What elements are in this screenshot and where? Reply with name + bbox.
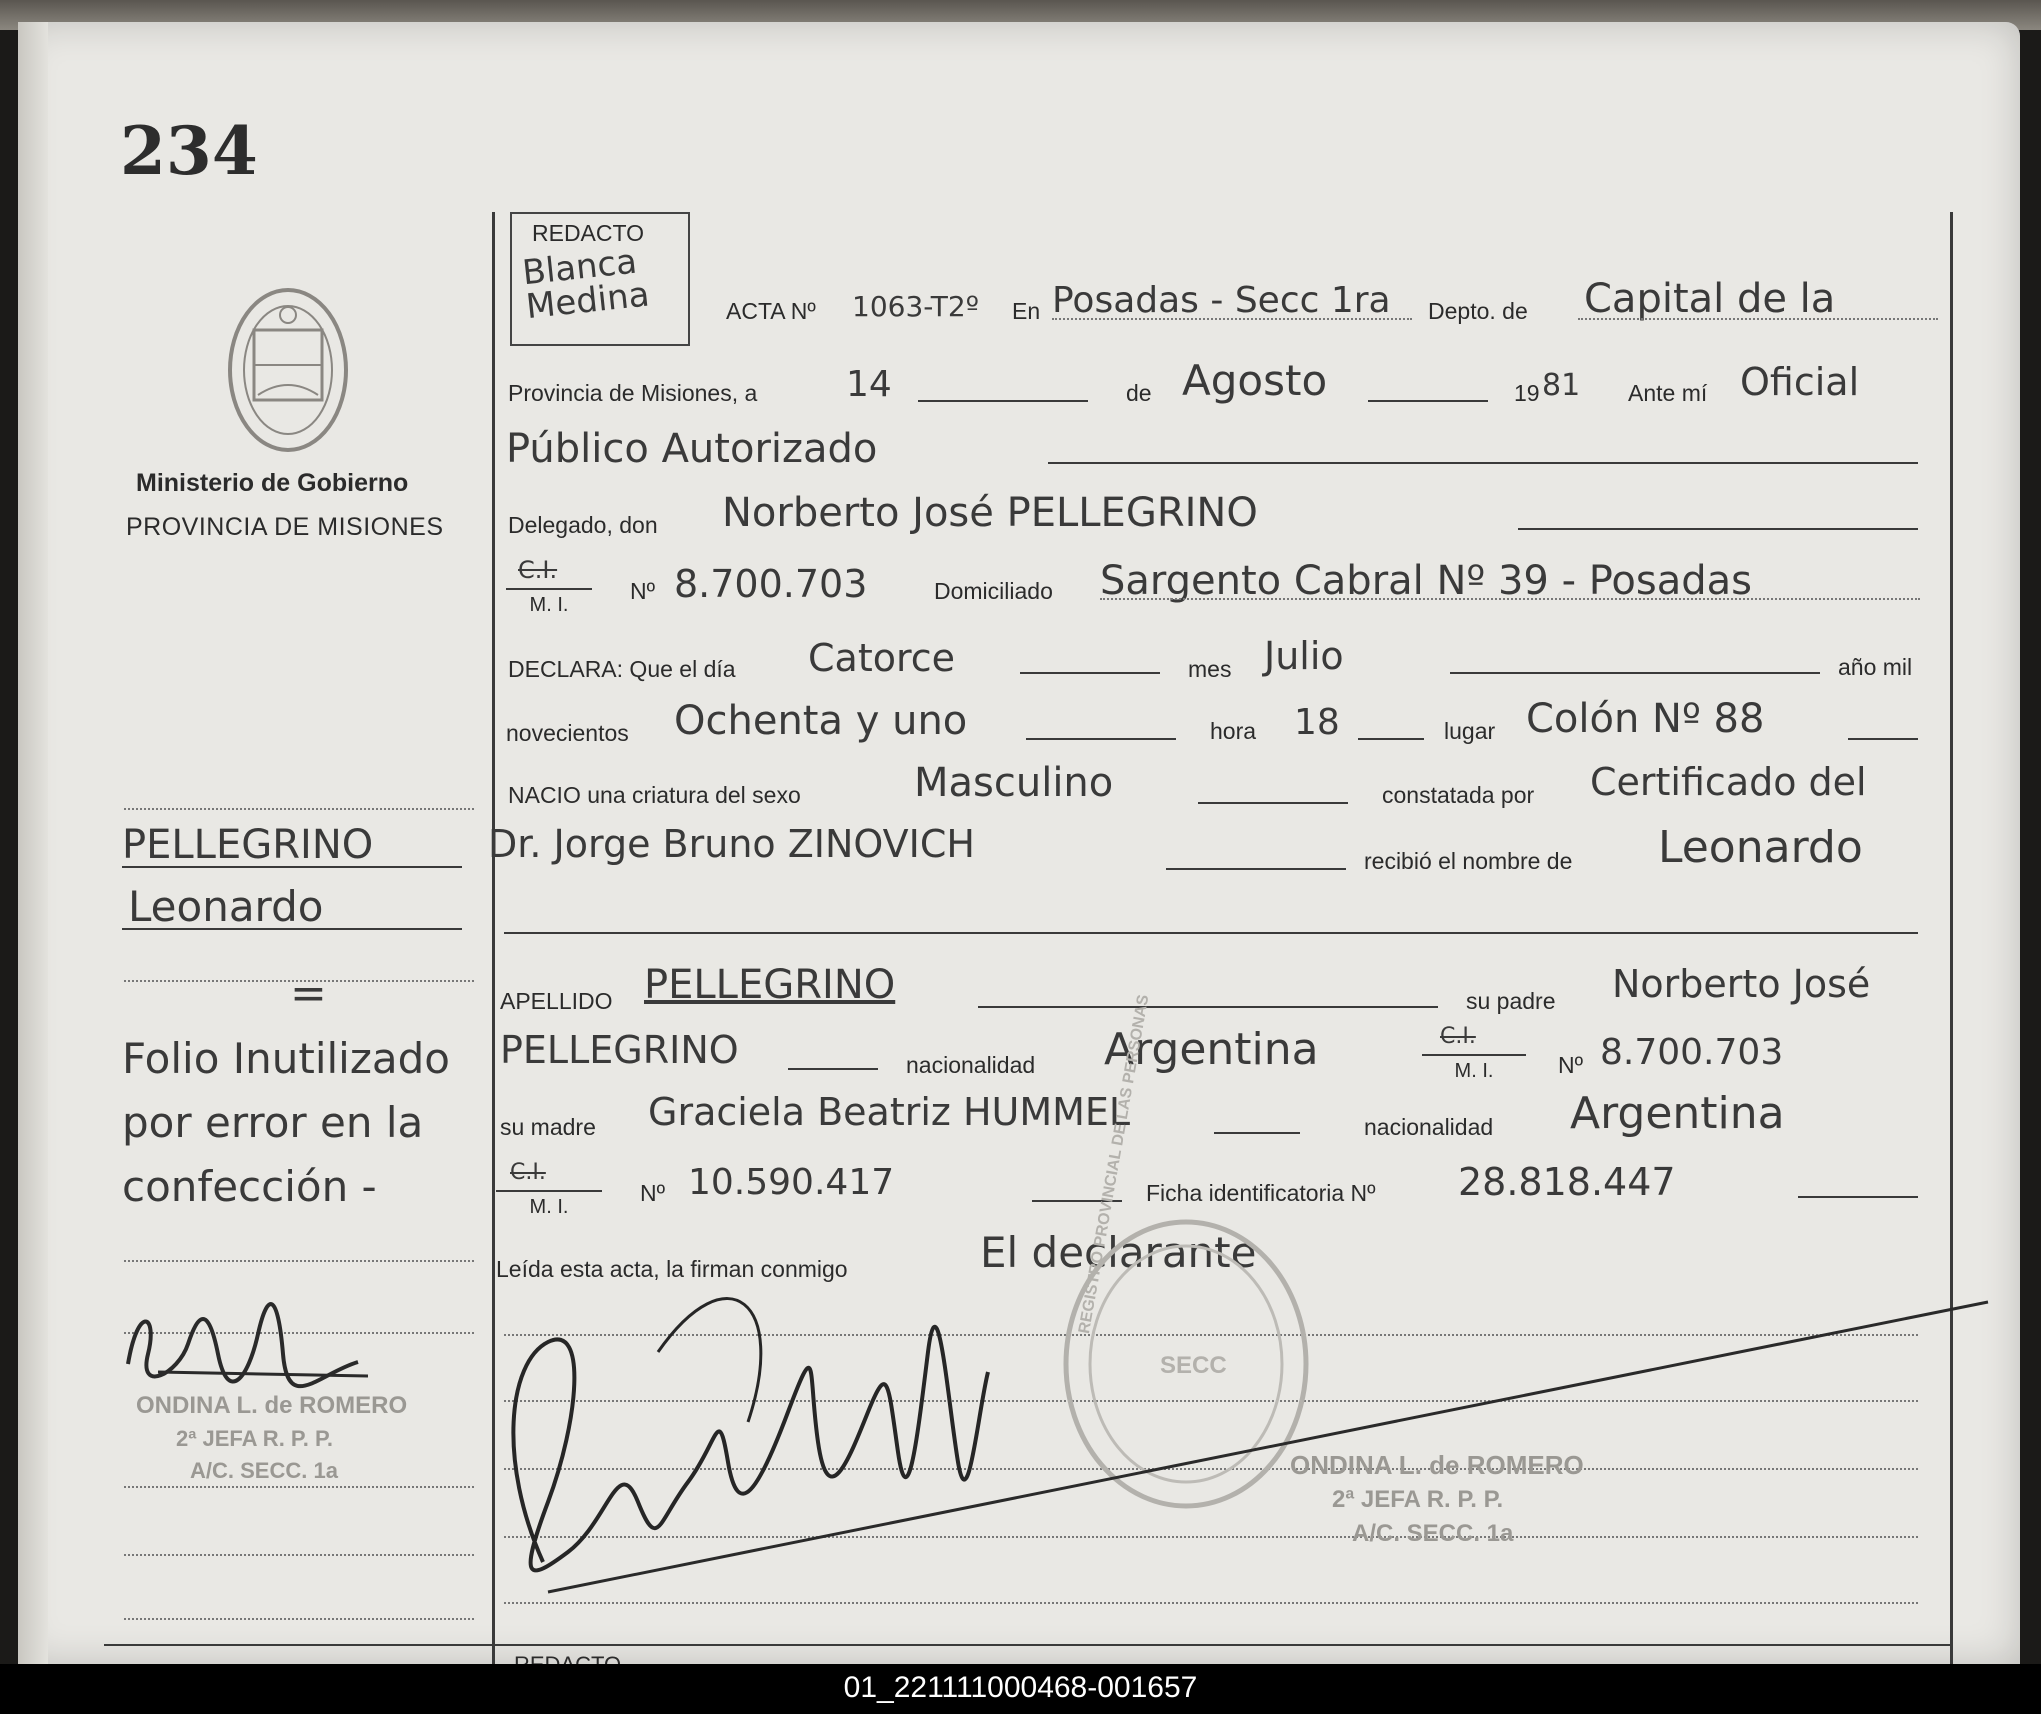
right-stamp-line-3: A/C. SECC. 1a bbox=[1352, 1520, 1514, 1547]
value-nac-madre: Argentina bbox=[1570, 1088, 1785, 1139]
left-signature bbox=[118, 1284, 378, 1394]
value-ante-mi-1: Oficial bbox=[1740, 360, 1860, 404]
label-novecientos: novecientos bbox=[506, 720, 629, 746]
line-lugar bbox=[1052, 318, 1412, 320]
line-ficha bbox=[1798, 1196, 1918, 1198]
value-padre-1: Norberto José bbox=[1612, 962, 1871, 1006]
label-nacio: NACIO una criatura del sexo bbox=[508, 782, 801, 808]
label-provincia: Provincia de Misiones, a bbox=[508, 380, 758, 406]
value-padre-2: PELLEGRINO bbox=[500, 1028, 739, 1072]
mi-divider-1 bbox=[506, 588, 592, 590]
value-dia: 14 bbox=[846, 364, 892, 405]
mi-label-3: M. I. bbox=[529, 1196, 569, 1218]
value-constatada-1: Certificado del bbox=[1590, 760, 1867, 804]
line-blank-row bbox=[504, 932, 1918, 934]
value-dni-declarante: 8.700.703 bbox=[674, 562, 868, 606]
value-lugar: Colón Nº 88 bbox=[1526, 696, 1765, 742]
record-page bbox=[18, 22, 2020, 1664]
left-stamp-line-1: ONDINA L. de ROMERO bbox=[136, 1392, 408, 1419]
label-ficha: Ficha identificatoria Nº bbox=[1146, 1180, 1376, 1206]
left-stamp-line-2: 2ª JEFA R. P. P. bbox=[176, 1426, 333, 1451]
line-ante-mi-2 bbox=[1048, 462, 1918, 464]
value-ci-struck-madre: C.I. bbox=[510, 1160, 546, 1185]
value-dni-padre: 8.700.703 bbox=[1600, 1032, 1784, 1073]
margin-line-6 bbox=[124, 1554, 474, 1556]
value-constatada-2: Dr. Jorge Bruno ZINOVICH bbox=[488, 822, 975, 866]
label-num-3: Nº bbox=[640, 1180, 666, 1206]
mi-label-2: M. I. bbox=[1454, 1060, 1494, 1082]
right-stamp-line-2: 2ª JEFA R. P. P. bbox=[1332, 1486, 1504, 1513]
value-hora: 18 bbox=[1294, 702, 1340, 743]
value-apellido: PELLEGRINO bbox=[644, 962, 896, 1008]
value-delegado: Norberto José PELLEGRINO bbox=[722, 490, 1258, 536]
redacto-signature: Blanca Medina bbox=[520, 241, 652, 328]
margin-given-line bbox=[122, 928, 462, 930]
label-su-madre: su madre bbox=[500, 1114, 596, 1140]
line-dia bbox=[918, 400, 1088, 402]
label-hora: hora bbox=[1210, 718, 1257, 744]
line-apellido bbox=[978, 1006, 1438, 1008]
value-lugar-acta: Posadas - Secc 1ra bbox=[1052, 280, 1391, 321]
label-su-padre: su padre bbox=[1466, 988, 1556, 1014]
label-depto: Depto. de bbox=[1428, 298, 1528, 324]
margin-line-7 bbox=[124, 1618, 474, 1620]
value-mes-nac: Julio bbox=[1264, 634, 1344, 678]
margin-surname-line bbox=[122, 866, 462, 868]
margin-surname: PELLEGRINO bbox=[122, 822, 374, 868]
label-leida: Leída esta acta, la firman conmigo bbox=[496, 1256, 848, 1282]
bottom-separator bbox=[104, 1644, 1950, 1646]
ministry-heading: Ministerio de Gobierno bbox=[136, 469, 409, 497]
left-stamp-line-3: A/C. SECC. 1a bbox=[190, 1458, 338, 1483]
label-lugar: lugar bbox=[1444, 718, 1496, 744]
margin-note-2: por error en la bbox=[122, 1098, 424, 1147]
page-edge bbox=[18, 22, 48, 1664]
value-ficha: 28.818.447 bbox=[1458, 1160, 1676, 1204]
label-num-1: Nº bbox=[630, 578, 656, 604]
label-num-2: Nº bbox=[1558, 1052, 1584, 1078]
label-nacionalidad-madre: nacionalidad bbox=[1364, 1114, 1494, 1140]
margin-equals: = bbox=[290, 968, 327, 1019]
margin-note-1: Folio Inutilizado bbox=[122, 1034, 450, 1083]
label-apellido: APELLIDO bbox=[500, 988, 613, 1014]
value-dia-nac: Catorce bbox=[808, 636, 956, 680]
mi-divider-2 bbox=[1422, 1054, 1526, 1056]
label-nacionalidad-padre: nacionalidad bbox=[906, 1052, 1036, 1078]
label-en: En bbox=[1012, 298, 1041, 324]
line-delegado bbox=[1518, 528, 1918, 530]
line-mes bbox=[1368, 400, 1488, 402]
label-ante-mi: Ante mí bbox=[1628, 380, 1708, 406]
declarant-signature bbox=[488, 1262, 2008, 1632]
mi-label-1: M. I. bbox=[529, 594, 569, 616]
value-anio: 81 bbox=[1542, 368, 1581, 403]
line-hora bbox=[1358, 738, 1424, 740]
label-year-prefix: 19 bbox=[1514, 380, 1540, 406]
mi-divider-3 bbox=[496, 1190, 602, 1192]
value-anio-nac: Ochenta y uno bbox=[674, 698, 968, 744]
value-ante-mi-2: Público Autorizado bbox=[506, 426, 878, 472]
label-anio-mil: año mil bbox=[1838, 654, 1913, 680]
label-mes: mes bbox=[1188, 656, 1232, 682]
value-domicilio: Sargento Cabral Nº 39 - Posadas bbox=[1100, 558, 1752, 604]
value-ci-struck: C.I. bbox=[518, 556, 558, 584]
value-nac-padre: Argentina bbox=[1104, 1024, 1319, 1075]
margin-given: Leonardo bbox=[128, 882, 324, 931]
margin-line-3 bbox=[124, 1260, 474, 1262]
label-acta: ACTA Nº bbox=[726, 298, 816, 324]
value-mes-acta: Agosto bbox=[1182, 356, 1328, 405]
margin-line-5 bbox=[124, 1486, 474, 1488]
label-domiciliado: Domiciliado bbox=[934, 578, 1053, 604]
line-lugar-nac bbox=[1848, 738, 1918, 740]
label-de: de bbox=[1126, 380, 1152, 406]
margin-line-1 bbox=[124, 808, 474, 810]
line-padre-2 bbox=[788, 1068, 878, 1070]
right-stamp-line-1: ONDINA L. de ROMERO bbox=[1290, 1450, 1584, 1480]
line-sexo bbox=[1198, 802, 1348, 804]
folio-number: 234 bbox=[120, 112, 258, 190]
margin-note-3: confección - bbox=[122, 1162, 377, 1211]
label-recibio: recibió el nombre de bbox=[1364, 848, 1573, 874]
value-sexo: Masculino bbox=[914, 760, 1114, 806]
value-nombre: Leonardo bbox=[1658, 822, 1863, 873]
value-madre: Graciela Beatriz HUMMEL bbox=[648, 1090, 1131, 1134]
label-delegado: Delegado, don bbox=[508, 512, 658, 538]
seal-center: SECC bbox=[1160, 1352, 1227, 1379]
value-dni-madre: 10.590.417 bbox=[688, 1162, 895, 1203]
value-firman: El declarante bbox=[980, 1228, 1257, 1277]
label-constatada: constatada por bbox=[1382, 782, 1535, 808]
image-id-footer: 01_221111000468-001657 bbox=[0, 1664, 2041, 1714]
value-acta-num: 1063-T2º bbox=[852, 290, 979, 323]
line-dia-nac bbox=[1020, 672, 1160, 674]
label-declara: DECLARA: Que el día bbox=[508, 656, 736, 682]
value-ci-struck-padre: C.I. bbox=[1440, 1024, 1476, 1049]
line-madre bbox=[1214, 1132, 1300, 1134]
provincial-crest bbox=[218, 280, 358, 460]
line-mes-nac bbox=[1450, 672, 1820, 674]
value-depto: Capital de la bbox=[1584, 276, 1836, 322]
line-depto bbox=[1578, 318, 1938, 320]
redacto-label: REDACTO bbox=[532, 220, 645, 246]
redacto-box bbox=[510, 212, 690, 346]
line-constatada bbox=[1166, 868, 1346, 870]
seal-text: REGISTRO PROVINCIAL DE LAS PERSONAS bbox=[1076, 993, 1153, 1335]
line-domicilio bbox=[1100, 598, 1920, 600]
province-heading: PROVINCIA DE MISIONES bbox=[126, 513, 444, 541]
line-anio-nac bbox=[1026, 738, 1176, 740]
